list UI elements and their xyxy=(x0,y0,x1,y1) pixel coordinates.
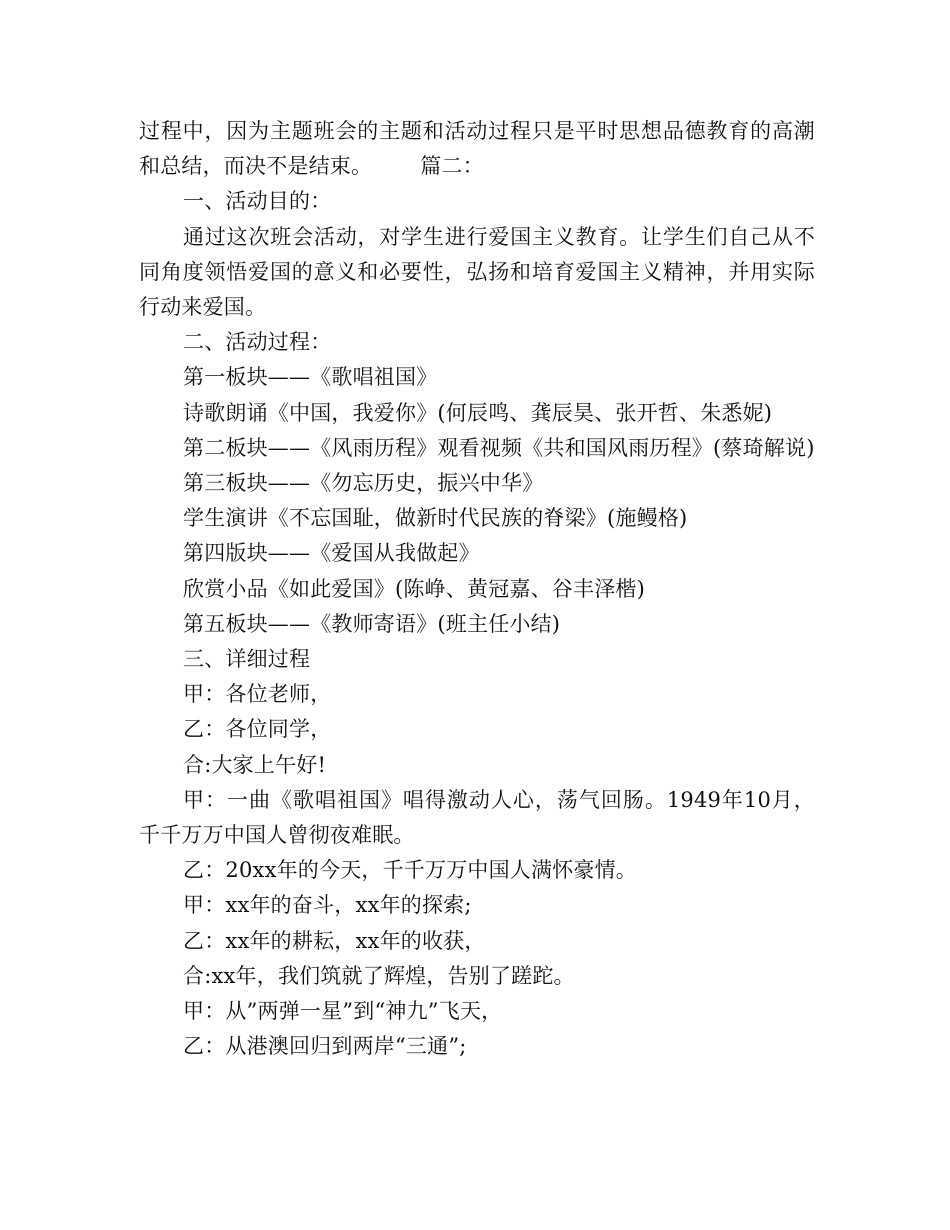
list-item: 第五板块——《教师寄语》(班主任小结) xyxy=(183,611,561,636)
list-item: 学生演讲《不忘国耻，做新时代民族的脊梁》(施鳗格) xyxy=(183,506,688,531)
document-body xyxy=(139,114,815,1064)
list-item: 第三板块——《勿忘历史，振兴中华》 xyxy=(183,471,544,496)
list-item: 第四版块——《爱国从我做起》 xyxy=(183,541,480,566)
list-item: 第一板块——《歌唱祖国》 xyxy=(183,365,438,390)
dialogue-line: 甲：各位老师， xyxy=(183,682,332,707)
paragraph: 通过这次班会活动，对学生进行爱国主义教育。让学生们自己从不同角度领悟爱国的意义和必要性，弘扬和培育爱国主义精神，并用实际行动来爱国。 xyxy=(139,224,815,320)
dialogue-line: 甲：xx年的奋斗，xx年的探索; xyxy=(183,893,472,918)
list-item: 欣赏小品《如此爱国》(陈峥、黄冠嘉、谷丰泽楷) xyxy=(183,576,645,601)
section-heading: 三、详细过程 xyxy=(183,647,311,672)
section-heading: 一、活动目的： xyxy=(183,189,332,214)
dialogue-line: 合:xx年，我们筑就了辉煌，告别了蹉跎。 xyxy=(183,963,575,988)
dialogue-line: 甲：从”两弹一星”到“神九”飞天， xyxy=(183,999,503,1024)
section-heading: 二、活动过程： xyxy=(183,330,332,355)
dialogue-line: 乙：xx年的耕耘，xx年的收获， xyxy=(183,928,486,953)
list-item: 第二板块——《风雨历程》观看视频《共和国风雨历程》(蔡琦解说) xyxy=(183,435,815,460)
paragraph-text: 过程中，因为主题班会的主题和活动过程只是平时思想品德教育的高潮和总结，而决不是结束。 xyxy=(139,119,815,179)
dialogue-line: 乙：从港澳回归到两岸“三通”; xyxy=(183,1034,467,1059)
section-marker: 篇二： xyxy=(420,154,484,179)
list-item: 诗歌朗诵《中国，我爱你》(何辰鸣、龚辰昊、张开哲、朱悉妮) xyxy=(183,400,773,425)
dialogue-line: 甲：一曲《歌唱祖国》唱得激动人心，荡气回肠。1949年10月，千千万万中国人曾彻夜难眠。 xyxy=(139,787,815,848)
dialogue-line: 乙：20xx年的今天，千千万万中国人满怀豪情。 xyxy=(183,858,638,883)
paragraph-continuation xyxy=(139,114,815,184)
dialogue-line: 乙：各位同学， xyxy=(183,717,332,742)
dialogue-line: 合:大家上午好! xyxy=(183,752,327,777)
